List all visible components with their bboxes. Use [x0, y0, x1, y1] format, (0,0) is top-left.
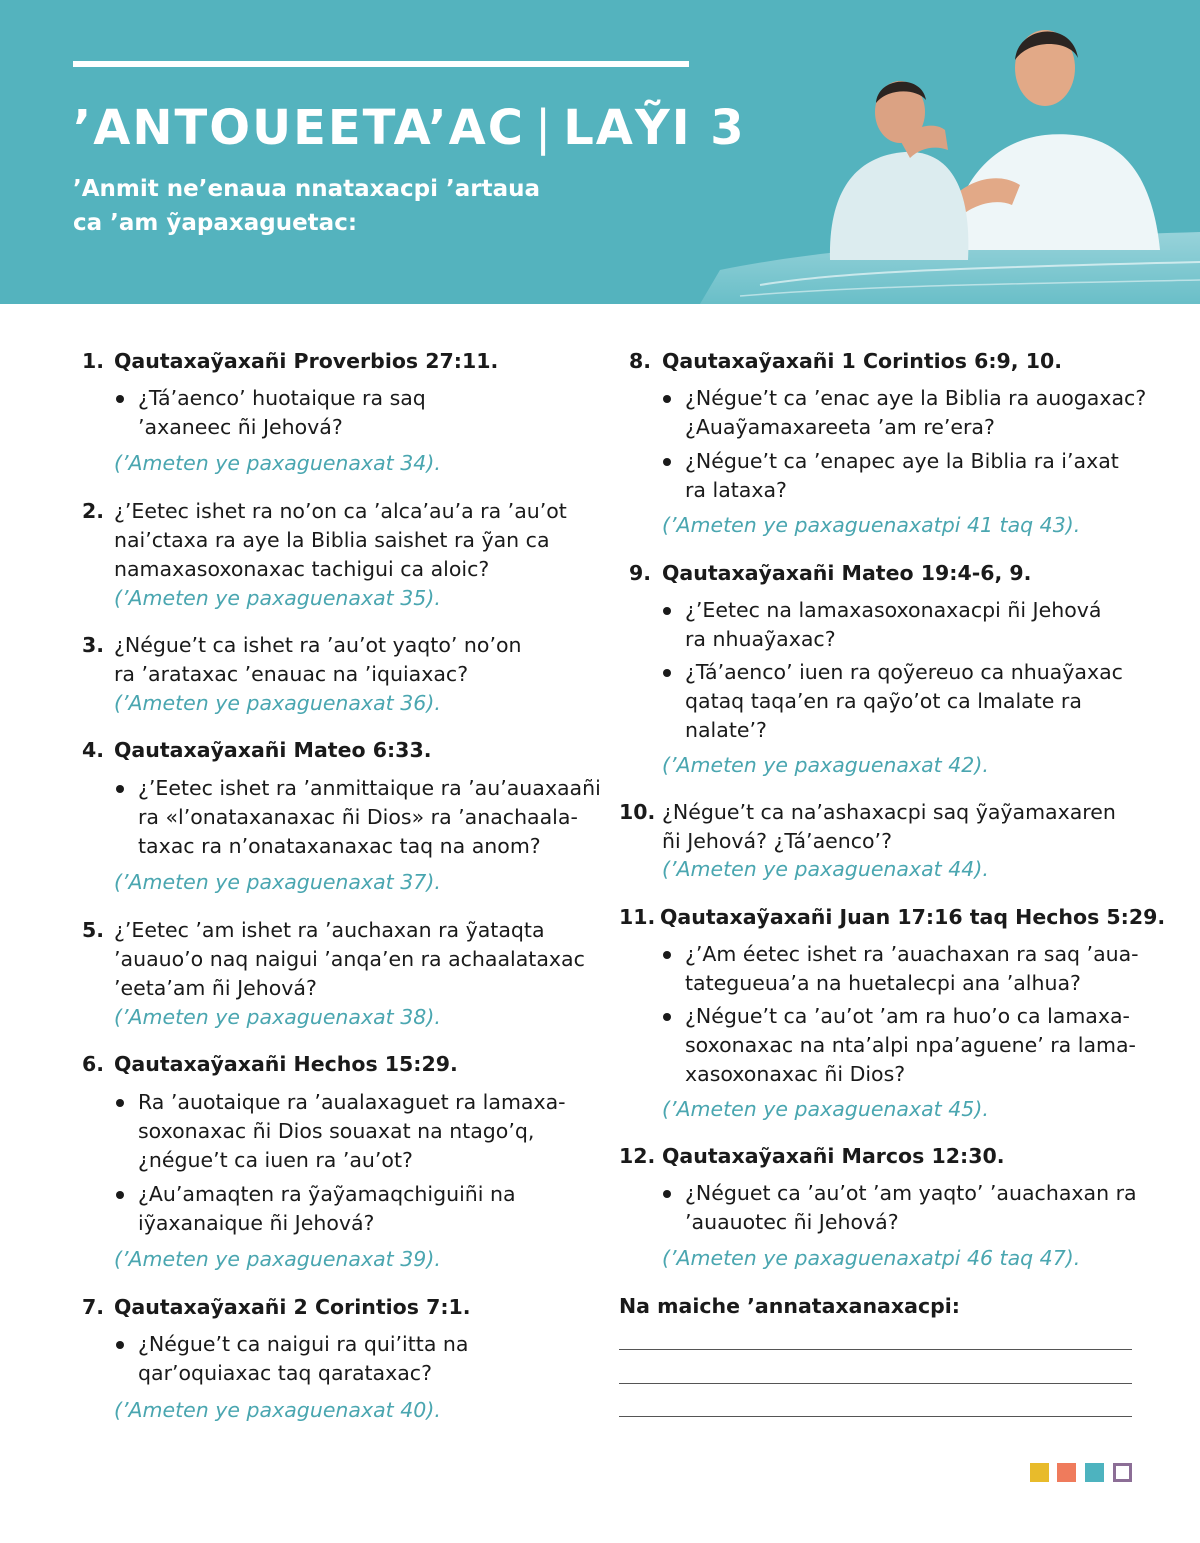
question-number: 11. [619, 905, 656, 929]
baptism-illustration [700, 0, 1200, 304]
reference-text: (’Ameten ye paxaguenaxatpi 41 taq 43). [662, 513, 1081, 537]
question-text: ’auauo’o naq naigui ’anqa’en ra achaalataxac [114, 947, 585, 971]
question-text: xasoxonaxac ñi Dios? [685, 1062, 906, 1086]
question-text: ’eeta’am ñi Jehová? [114, 976, 317, 1000]
header-banner [0, 0, 1200, 304]
note-line[interactable] [619, 1349, 1132, 1350]
question-text: ra «l’onataxanaxac ñi Dios» ra ’anachaala- [138, 805, 578, 829]
bullet-icon [116, 785, 124, 793]
question-text: ¿négue’t ca iuen ra ’au’ot? [138, 1148, 413, 1172]
bullet-icon [116, 395, 124, 403]
question-text: ¿Au’amaqten ra ỹaỹamaqchiguiñi na [138, 1182, 516, 1206]
question-heading: Qautaxaỹaxañi Hechos 15:29. [114, 1052, 458, 1076]
question-number: 4. [82, 738, 105, 762]
question-text: ¿Tá’aenco’ huotaique ra saq [138, 386, 426, 410]
question-text: ra nhuaỹaxac? [685, 627, 836, 651]
reference-text: (’Ameten ye paxaguenaxat 44). [662, 857, 989, 881]
question-text: ¿’Eetec ishet ra ’anmittaique ra ’au’auaxaañi [138, 776, 601, 800]
notes-label: Na maiche ’annataxanaxacpi: [619, 1294, 961, 1318]
subtitle-line-2: ca ’am ỹapaxaguetac: [73, 210, 358, 236]
question-text: Ra ’auotaique ra ’aualaxaguet ra lamaxa- [138, 1090, 566, 1114]
reference-text: (’Ameten ye paxaguenaxat 35). [114, 586, 441, 610]
question-number: 6. [82, 1052, 105, 1076]
question-text: ¿Négue’t ca ’au’ot ’am ra huo’o ca lamaxa- [685, 1004, 1130, 1028]
question-number: 2. [82, 499, 105, 523]
bullet-icon [663, 1190, 671, 1198]
title-right: LAỸI 3 [563, 100, 746, 156]
reference-text: (’Ameten ye paxaguenaxat 40). [114, 1398, 441, 1422]
bullet-icon [663, 458, 671, 466]
page-title [73, 98, 746, 158]
question-number: 1. [82, 349, 105, 373]
reference-text: (’Ameten ye paxaguenaxat 45). [662, 1097, 989, 1121]
question-text: ¿Néguet ca ’au’ot ’am yaqto’ ’auachaxan ra [685, 1181, 1137, 1205]
question-text: qataq taqa’en ra qaỹo’ot ca lmalate ra [685, 689, 1082, 713]
square-orange-icon [1057, 1463, 1076, 1482]
bullet-icon [116, 1099, 124, 1107]
question-text: nai’ctaxa ra aye la Biblia saishet ra ỹan ca [114, 528, 550, 552]
question-text: ¿Tá’aenco’ iuen ra qoỹereuo ca nhuaỹaxac [685, 660, 1123, 684]
bullet-icon [663, 1013, 671, 1021]
question-text: ¿Négue’t ca ’enapec aye la Biblia ra i’axat [685, 449, 1119, 473]
header-rule [73, 61, 689, 67]
question-number: 5. [82, 918, 105, 942]
question-heading: Qautaxaỹaxañi Marcos 12:30. [662, 1144, 1005, 1168]
question-text: ¿Négue’t ca ishet ra ’au’ot yaqto’ no’on [114, 633, 522, 657]
question-text: soxonaxac ñi Dios souaxat na ntago’q, [138, 1119, 535, 1143]
question-number: 7. [82, 1295, 105, 1319]
bullet-icon [116, 1341, 124, 1349]
question-text: ¿’Eetec ’am ishet ra ’auchaxan ra ỹataqta [114, 918, 545, 942]
question-heading: Qautaxaỹaxañi Juan 17:16 taq Hechos 5:29. [660, 905, 1166, 929]
question-text: nalate’? [685, 718, 767, 742]
title-left: ’ANTOUEETA’AC [73, 100, 526, 156]
question-text: ¿’Eetec ishet ra no’on ca ’alca’au’a ra ’au’ot [114, 499, 567, 523]
bullet-icon [663, 607, 671, 615]
question-text: ¿Auaỹamaxareeta ’am re’era? [685, 415, 995, 439]
question-number: 8. [629, 349, 652, 373]
question-heading: Qautaxaỹaxañi 1 Corintios 6:9, 10. [662, 349, 1063, 373]
bullet-icon [663, 669, 671, 677]
square-outline-icon [1113, 1463, 1132, 1482]
question-text: qar’oquiaxac taq qarataxac? [138, 1361, 432, 1385]
page-subtitle [73, 172, 573, 240]
question-number: 12. [619, 1144, 656, 1168]
square-yellow-icon [1030, 1463, 1049, 1482]
question-text: taxac ra n’onataxanaxac taq na anom? [138, 834, 541, 858]
subtitle-line-1: ’Anmit ne’enaua nnataxacpi ’artaua [73, 176, 541, 202]
question-number: 3. [82, 633, 105, 657]
bullet-icon [663, 395, 671, 403]
note-line[interactable] [619, 1383, 1132, 1384]
question-heading: Qautaxaỹaxañi 2 Corintios 7:1. [114, 1295, 471, 1319]
question-text: ¿Négue’t ca na’ashaxacpi saq ỹaỹamaxaren [662, 800, 1116, 824]
square-teal-icon [1085, 1463, 1104, 1482]
question-text: ¿’Am éetec ishet ra ’auachaxan ra saq ’aua- [685, 942, 1139, 966]
question-text: ra ’arataxac ’enauac na ’iquiaxac? [114, 662, 469, 686]
question-number: 10. [619, 800, 656, 824]
bullet-icon [663, 951, 671, 959]
note-line[interactable] [619, 1416, 1132, 1417]
question-text: ra lataxa? [685, 478, 787, 502]
reference-text: (’Ameten ye paxaguenaxat 37). [114, 870, 441, 894]
question-text: ¿Négue’t ca naigui ra qui’itta na [138, 1332, 469, 1356]
question-text: soxonaxac na nta’alpi npa’aguene’ ra lama- [685, 1033, 1136, 1057]
reference-text: (’Ameten ye paxaguenaxat 39). [114, 1247, 441, 1271]
question-text: namaxasoxonaxac tachigui ca aloic? [114, 557, 490, 581]
question-text: ’auauotec ñi Jehová? [685, 1210, 899, 1234]
question-number: 9. [629, 561, 652, 585]
question-text: ñi Jehová? ¿Tá’aenco’? [662, 829, 892, 853]
question-text: ’axaneec ñi Jehová? [138, 415, 343, 439]
title-separator: | [535, 100, 554, 156]
reference-text: (’Ameten ye paxaguenaxat 34). [114, 451, 441, 475]
reference-text: (’Ameten ye paxaguenaxat 42). [662, 753, 989, 777]
question-heading: Qautaxaỹaxañi Mateo 6:33. [114, 738, 432, 762]
question-heading: Qautaxaỹaxañi Proverbios 27:11. [114, 349, 499, 373]
reference-text: (’Ameten ye paxaguenaxat 36). [114, 691, 441, 715]
question-text: ¿Négue’t ca ’enac aye la Biblia ra auogaxac? [685, 386, 1147, 410]
question-text: iỹaxanaique ñi Jehová? [138, 1211, 375, 1235]
question-text: tategueua’a na huetalecpi ana ’alhua? [685, 971, 1081, 995]
question-heading: Qautaxaỹaxañi Mateo 19:4-6, 9. [662, 561, 1032, 585]
question-text: ¿’Eetec na lamaxasoxonaxacpi ñi Jehová [685, 598, 1102, 622]
reference-text: (’Ameten ye paxaguenaxat 38). [114, 1005, 441, 1029]
bullet-icon [116, 1191, 124, 1199]
reference-text: (’Ameten ye paxaguenaxatpi 46 taq 47). [662, 1246, 1081, 1270]
